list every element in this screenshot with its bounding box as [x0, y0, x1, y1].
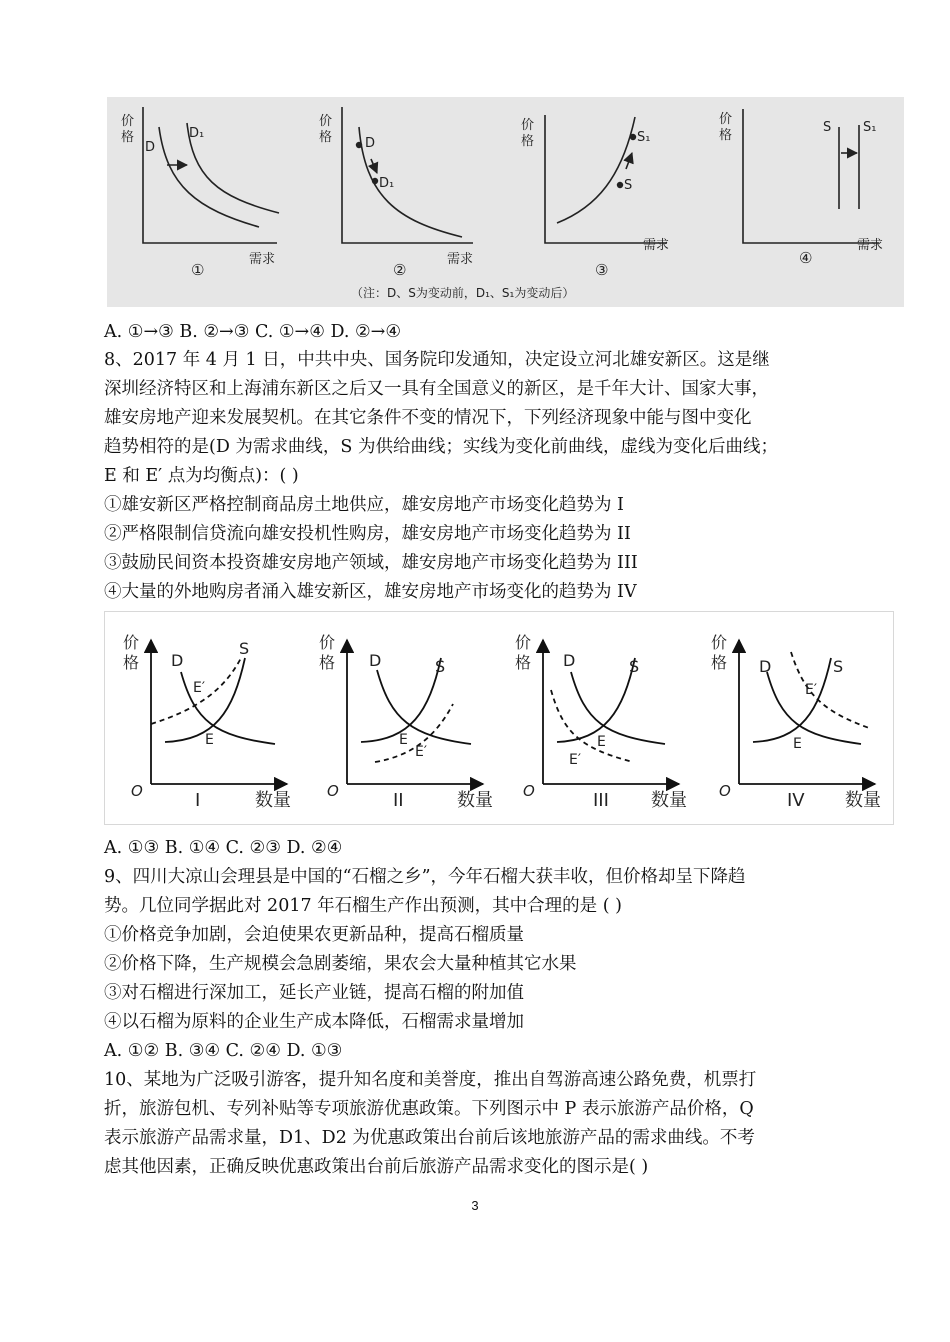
panel-iv-ylabel-b: 格: [711, 653, 728, 672]
figure-2-market-panels: [104, 611, 894, 825]
q9-line-1: 9、四川大凉山会理县是中国的“石榴之乡”，今年石榴大获丰收，但价格却呈下降趋: [104, 867, 746, 887]
panel-iii-label-e: E: [597, 734, 606, 750]
panel-i-label-s: S: [239, 639, 250, 658]
panel3-move-arrow: [626, 153, 632, 169]
q10-line-4: 虑其他因素，正确反映优惠政策出台前后旅游产品需求变化的图示是( ): [104, 1157, 649, 1177]
q7-options: A. ①→③ B. ②→③ C. ①→④ D. ②→④: [104, 322, 402, 342]
panel-iii-number: III: [593, 790, 609, 811]
q9-item-3: ③对石榴进行深加工，延长产业链，提高石榴的附加值: [104, 983, 524, 1003]
q8-item-3: ③鼓励民间资本投资雄安房地产领域，雄安房地产市场变化趋势为 III: [104, 553, 638, 573]
panel-iv-number: IV: [787, 790, 805, 811]
panel-iii-label-e2: E′: [569, 752, 582, 768]
panel-i-origin: O: [131, 782, 143, 800]
panel-i-ylabel-a: 价: [123, 633, 140, 652]
q8-line-1: 8、2017 年 4 月 1 日，中共中央、国务院印发通知，决定设立河北雄安新区。这是继: [104, 350, 770, 370]
panel-iii-xlabel: 数量: [651, 790, 687, 811]
q8-item-1: ①雄安新区严格控制商品房土地供应，雄安房地产市场变化趋势为 I: [104, 495, 624, 515]
panel-iv-label-e: E: [793, 736, 802, 752]
panel2-number: ②: [393, 261, 407, 279]
panel1-axes: [143, 107, 277, 243]
panel4-ylabel-b: 格: [719, 128, 733, 143]
panel2-ylabel-a: 价: [319, 114, 333, 129]
panel-i-number: I: [195, 790, 201, 811]
panel-i-label-e: E: [205, 732, 214, 748]
panel2-point-d: [356, 142, 362, 148]
panel-ii-label-d: D: [369, 651, 382, 670]
panel-iv-label-e2: E′: [805, 682, 818, 698]
panel-iv-label-d: D: [759, 657, 772, 676]
panel4-number: ④: [799, 249, 813, 267]
figure1-note: （注：D、S为变动前，D₁、S₁为变动后）: [351, 286, 575, 300]
figure-1-curve-shifts: [107, 97, 904, 307]
panel4-ylabel-a: 价: [719, 112, 733, 127]
panel-ii-ylabel-b: 格: [319, 653, 336, 672]
q8-line-3: 雄安房地产迎来发展契机。在其它条件不变的情况下，下列经济现象中能与图中变化: [104, 408, 752, 428]
panel-iii-label-s: S: [629, 657, 640, 676]
panel1-number: ①: [191, 261, 205, 279]
q10-line-3: 表示旅游产品需求量，D1、D2 为优惠政策出台前后该地旅游产品的需求曲线。不考: [104, 1128, 755, 1148]
panel1-curve-d: [159, 127, 259, 227]
panel3-label-s1: S₁: [637, 130, 651, 145]
panel2-label-d1: D₁: [379, 176, 395, 191]
panel-i-label-d: D: [171, 651, 184, 670]
panel2-move-arrow: [371, 159, 377, 173]
panel-ii-label-e2: E′: [415, 744, 428, 760]
panel-ii-supply: [361, 658, 441, 742]
panel-iv-origin: O: [719, 782, 731, 800]
q8-line-5: E 和 E′ 点为均衡点)：( ): [104, 466, 299, 486]
panel-iii-label-d: D: [563, 651, 576, 670]
panel-ii-supply-new: [375, 704, 453, 762]
panel1-ylabel-b: 格: [121, 130, 135, 145]
panel3-xlabel: 需求: [643, 238, 670, 253]
figure-2-svg: [105, 612, 893, 824]
panel4-xlabel: 需求: [857, 238, 884, 253]
figure-1-svg: [107, 97, 904, 307]
panel-i-xlabel: 数量: [255, 790, 291, 811]
panel2-point-d1: [372, 178, 378, 184]
panel-ii-number: II: [393, 790, 404, 811]
q8-line-2: 深圳经济特区和上海浦东新区之后又一具有全国意义的新区，是千年大计、国家大事，: [104, 379, 769, 399]
panel2-axes: [342, 107, 473, 243]
panel-ii-label-e: E: [399, 732, 408, 748]
panel-iv-label-s: S: [833, 657, 844, 676]
q10-line-2: 折，旅游包机、专列补贴等专项旅游优惠政策。下列图示中 P 表示旅游产品价格，Q: [104, 1099, 754, 1119]
q9-options: A. ①② B. ③④ C. ②④ D. ①③: [104, 1041, 343, 1061]
panel3-label-s: S: [624, 178, 633, 193]
panel3-ylabel-a: 价: [521, 118, 535, 133]
panel-i-ylabel-b: 格: [123, 653, 140, 672]
panel1-label-d1: D₁: [189, 126, 205, 141]
q8-item-2: ②严格限制信贷流向雄安投机性购房，雄安房地产市场变化趋势为 II: [104, 524, 631, 544]
panel-iii-ylabel-b: 格: [515, 653, 532, 672]
q8-options: A. ①③ B. ①④ C. ②③ D. ②④: [104, 838, 343, 858]
panel-ii-ylabel-a: 价: [319, 633, 336, 652]
panel4-label-s1: S₁: [863, 120, 877, 135]
q8-item-4: ④大量的外地购房者涌入雄安新区，雄安房地产市场变化的趋势为 IV: [104, 582, 637, 602]
q9-item-2: ②价格下降，生产规模会急剧萎缩，果农会大量种植其它水果: [104, 954, 577, 974]
panel-iii-supply: [557, 658, 635, 742]
q10-line-1: 10、某地为广泛吸引游客，提升知名度和美誉度，推出自驾游高速公路免费，机票打: [104, 1070, 757, 1090]
panel-ii-origin: O: [327, 782, 339, 800]
panel-ii-label-s: S: [435, 657, 446, 676]
panel3-point-s1: [630, 134, 636, 140]
panel1-ylabel-a: 价: [121, 114, 135, 129]
panel4-label-s: S: [823, 120, 832, 135]
q9-item-4: ④以石榴为原料的企业生产成本降低，石榴需求量增加: [104, 1012, 524, 1032]
panel2-ylabel-b: 格: [319, 130, 333, 145]
panel-iv-ylabel-a: 价: [711, 633, 728, 652]
q9-item-1: ①价格竞争加剧，会迫使果农更新品种，提高石榴质量: [104, 925, 524, 945]
q8-line-4: 趋势相符的是(D 为需求曲线，S 为供给曲线；实线为变化前曲线，虚线为变化后曲线；: [104, 437, 778, 457]
panel-iii-ylabel-a: 价: [515, 633, 532, 652]
panel3-curve: [557, 117, 635, 223]
page-number: 3: [471, 1198, 479, 1213]
panel3-ylabel-b: 格: [521, 134, 535, 149]
panel-iii-origin: O: [523, 782, 535, 800]
panel1-label-d: D: [145, 140, 156, 155]
panel2-label-d: D: [365, 136, 376, 151]
panel-ii-xlabel: 数量: [457, 790, 493, 811]
q9-line-2: 势。几位同学据此对 2017 年石榴生产作出预测，其中合理的是 ( ): [104, 896, 622, 916]
panel3-point-s: [617, 182, 623, 188]
panel-iv-xlabel: 数量: [845, 790, 881, 811]
panel-i-label-e2: E′: [193, 680, 206, 696]
panel3-number: ③: [595, 261, 609, 279]
panel2-xlabel: 需求: [447, 252, 474, 267]
panel1-xlabel: 需求: [249, 252, 276, 267]
